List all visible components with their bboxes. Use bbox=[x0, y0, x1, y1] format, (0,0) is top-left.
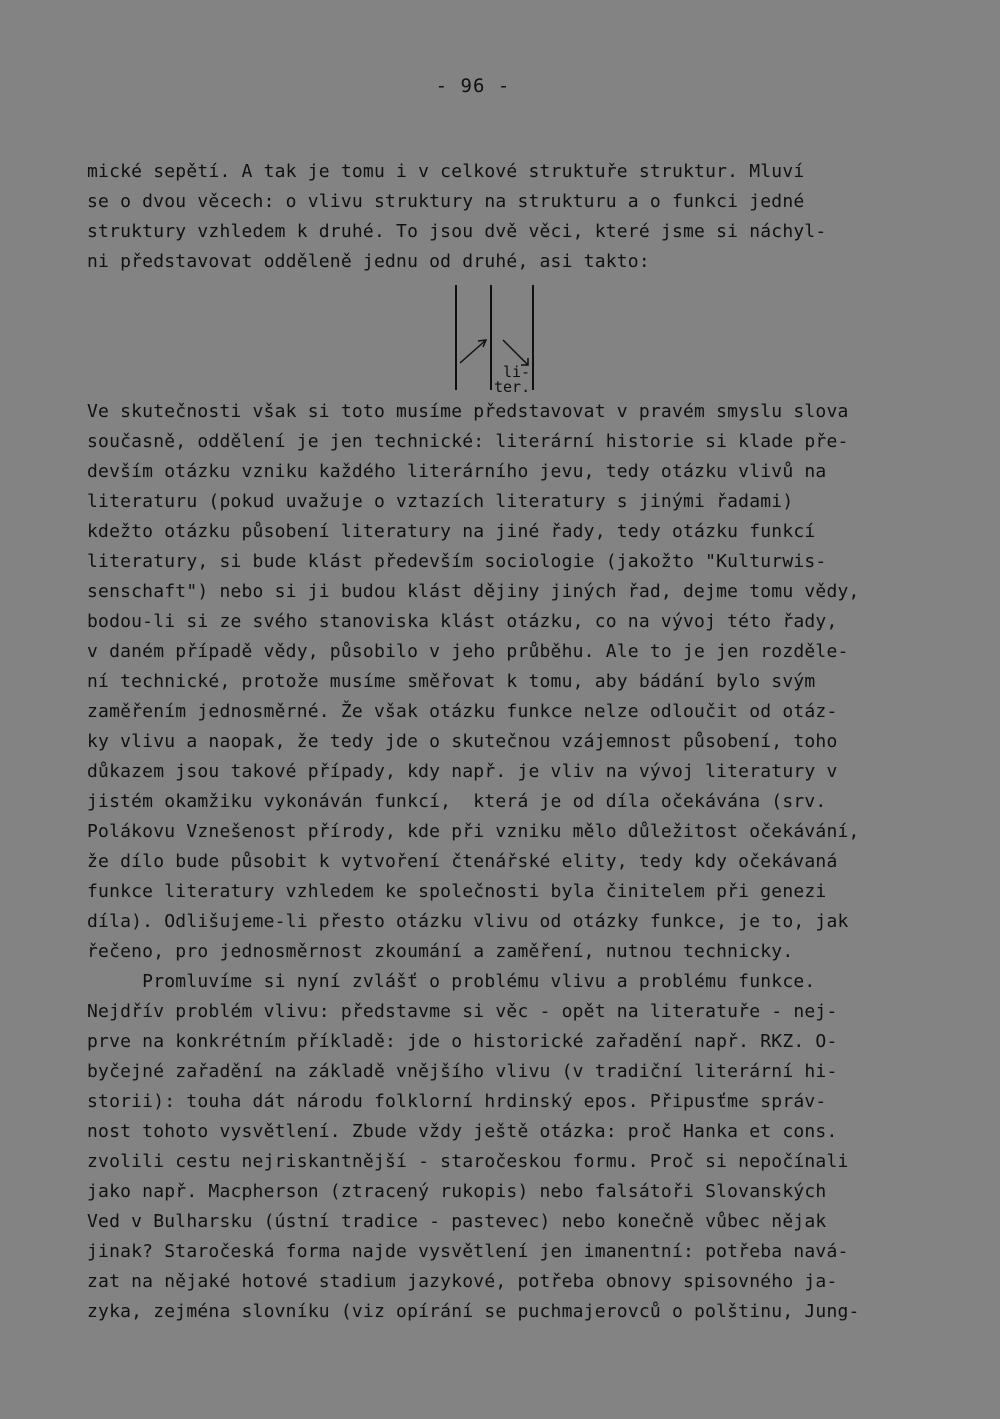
text-line: funkce literatury vzhledem ke společnosti byla činitelem při genezi bbox=[87, 881, 827, 902]
text-line: senschaft") nebo si ji budou klást dějiny jiných řad, dejme tomu vědy, bbox=[87, 581, 860, 602]
text-line: v daném případě vědy, působilo v jeho průběhu. Ale to je jen rozděle- bbox=[87, 641, 849, 662]
diagram-arrow-down bbox=[503, 340, 528, 365]
text-line: ni představovat odděleně jednu od druhé, asi takto: bbox=[87, 251, 650, 272]
diagram-svg bbox=[448, 285, 548, 395]
text-line: díla). Odlišujeme-li přesto otázku vlivu od otázky funkce, je to, jak bbox=[87, 911, 849, 932]
text-line: struktury vzhledem k druhé. To jsou dvě věci, které jsme si náchyl- bbox=[87, 221, 827, 242]
text-line: byčejné zařadění na základě vnějšího vlivu (v tradiční literární hi- bbox=[87, 1061, 838, 1082]
paragraph-intro bbox=[87, 157, 937, 277]
text-line: se o dvou věcech: o vlivu struktury na strukturu a o funkci jedné bbox=[87, 191, 805, 212]
structure-diagram bbox=[448, 285, 548, 395]
text-line: jistém okamžiku vykonáván funkcí, která je od díla očekávána (srv. bbox=[87, 791, 827, 812]
text-line: zat na nějaké hotové stadium jazykové, potřeba obnovy spisovného ja- bbox=[87, 1271, 838, 1292]
text-line: současně, oddělení je jen technické: literární historie si klade pře- bbox=[87, 431, 849, 452]
text-line: Ved v Bulharsku (ústní tradice - pastevec) nebo konečně vůbec nějak bbox=[87, 1211, 827, 1232]
text-line: devším otázku vzniku každého literárního jevu, tedy otázku vlivů na bbox=[87, 461, 827, 482]
text-line: řečeno, pro jednosměrnost zkoumání a zaměření, nutnou technicky. bbox=[87, 941, 794, 962]
text-line: jinak? Staročeská forma najde vysvětlení jen imanentní: potřeba navá- bbox=[87, 1241, 849, 1262]
page-number: - 96 - bbox=[435, 75, 511, 97]
text-line: ní technické, protože musíme směřovat k tomu, aby bádání bylo svým bbox=[87, 671, 816, 692]
text-line: jako např. Macpherson (ztracený rukopis) nebo falsátoři Slovanských bbox=[87, 1181, 827, 1202]
text-line: Ve skutečnosti však si toto musíme představovat v pravém smyslu slova bbox=[87, 401, 849, 422]
text-line: kdežto otázku působení literatury na jiné řady, tedy otázku funkcí bbox=[87, 521, 816, 542]
text-line: Promluvíme si nyní zvlášť o problému vlivu a problému funkce. bbox=[87, 971, 816, 992]
text-line: zyka, zejména slovníku (viz opírání se puchmajerovců o polštinu, Jung- bbox=[87, 1301, 860, 1322]
text-line: že dílo bude působit k vytvoření čtenářské elity, tedy kdy očekávaná bbox=[87, 851, 838, 872]
text-line: ky vlivu a naopak, že tedy jde o skutečnou vzájemnost působení, toho bbox=[87, 731, 838, 752]
text-line: storii): touha dát národu folklorní hrdinský epos. Připusťme správ- bbox=[87, 1091, 827, 1112]
text-line: zvolili cestu nejriskantnější - staročeskou formu. Proč si nepočínali bbox=[87, 1151, 849, 1172]
diagram-label-1: li- bbox=[503, 363, 531, 381]
text-line: Polákovu Vznešenost přírody, kde při vzniku mělo důležitost očekávání, bbox=[87, 821, 860, 842]
paragraph-main bbox=[87, 397, 937, 1327]
text-line: důkazem jsou takové případy, kdy např. je vliv na vývoj literatury v bbox=[87, 761, 838, 782]
text-line: nost tohoto vysvětlení. Zbude vždy ještě otázka: proč Hanka et cons. bbox=[87, 1121, 838, 1142]
text-line: literaturu (pokud uvažuje o vztazích literatury s jinými řadami) bbox=[87, 491, 794, 512]
diagram-label-2: ter. bbox=[494, 378, 531, 396]
diagram-arrow-up bbox=[460, 340, 486, 363]
text-line: mické sepětí. A tak je tomu i v celkové struktuře struktur. Mluví bbox=[87, 161, 805, 182]
text-line: bodou-li si ze svého stanoviska klást otázku, co na vývoj této řady, bbox=[87, 611, 838, 632]
text-line: literatury, si bude klást především sociologie (jakožto "Kulturwis- bbox=[87, 551, 827, 572]
text-line: Nejdřív problém vlivu: představme si věc - opět na literatuře - nej- bbox=[87, 1001, 838, 1022]
text-line: zaměřením jednosměrné. Že však otázku funkce nelze odloučit od otáz- bbox=[87, 701, 838, 722]
text-line: prve na konkrétním příkladě: jde o historické zařadění např. RKZ. O- bbox=[87, 1031, 838, 1052]
